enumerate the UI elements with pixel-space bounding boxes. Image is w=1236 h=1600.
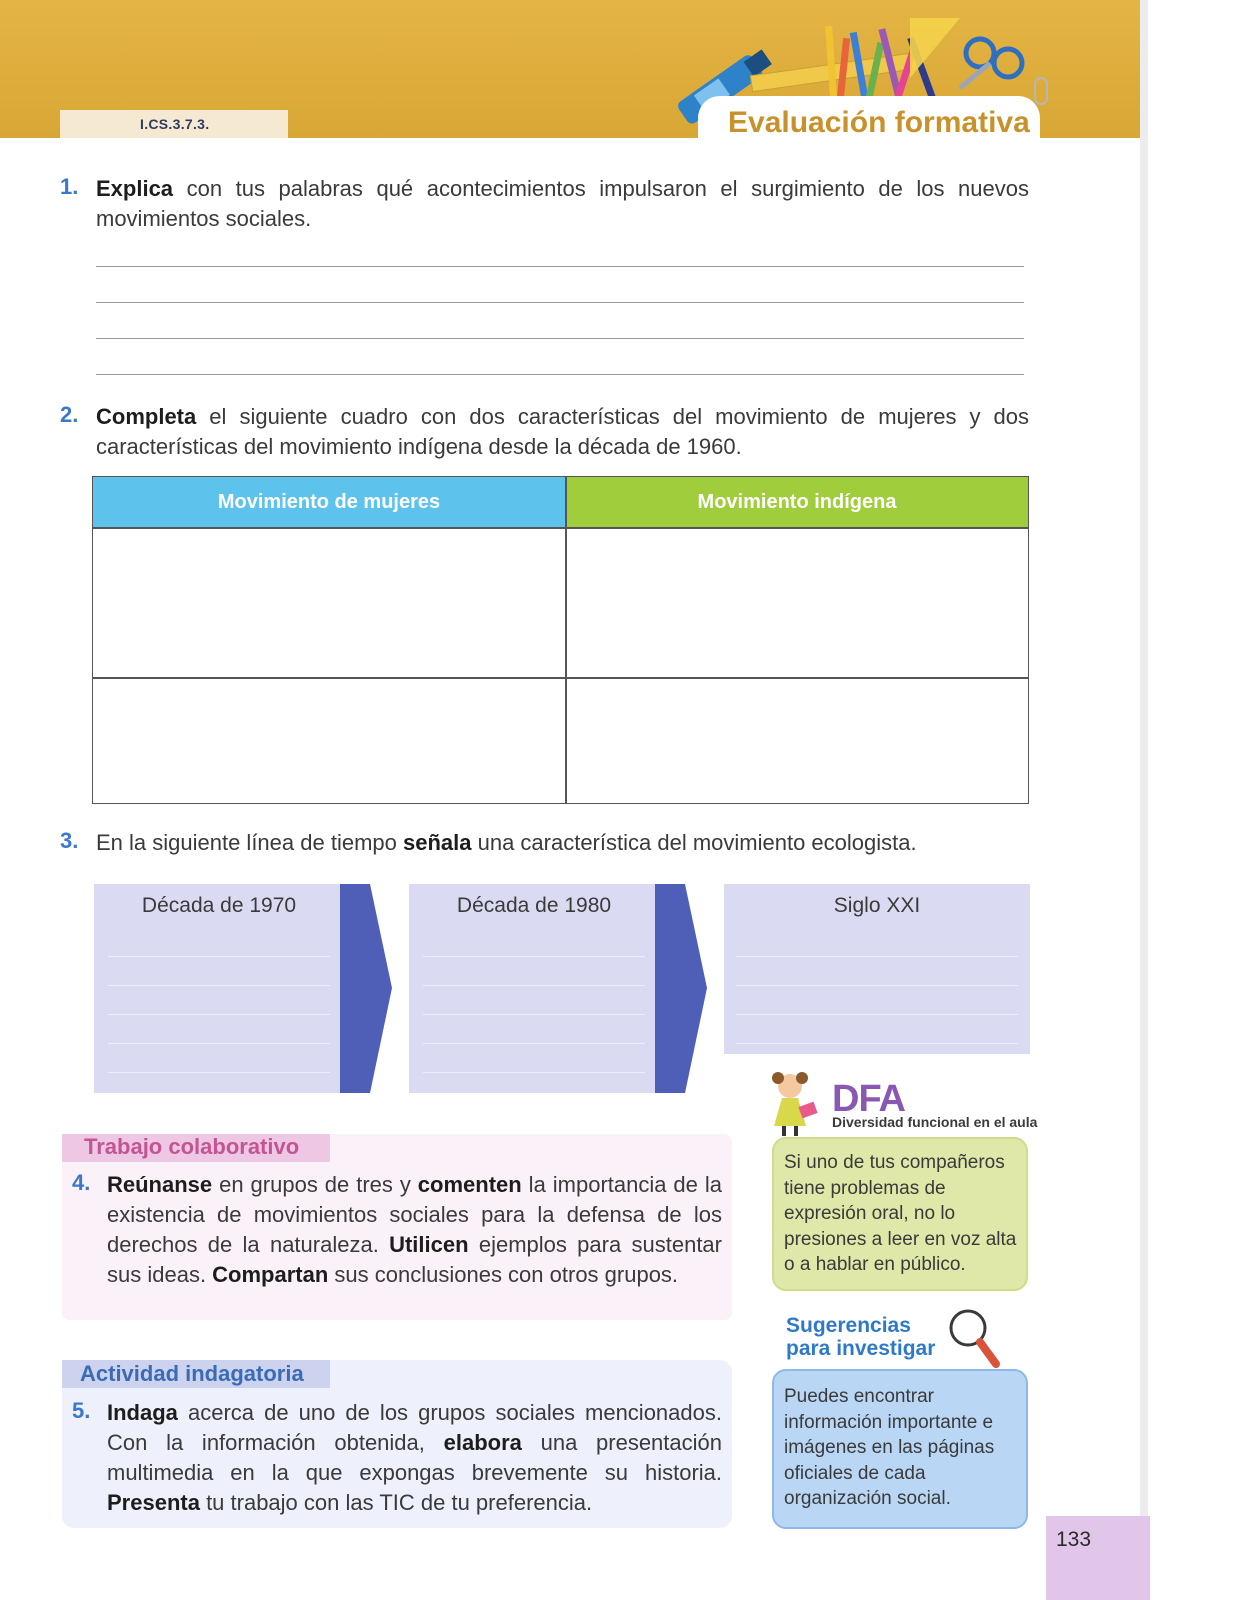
question-3-body-end: una característica del movimiento ecologista. [471, 830, 917, 855]
page-margin [1148, 0, 1236, 1600]
timeline-answer-line[interactable] [423, 985, 645, 986]
girl-reading-icon [760, 1064, 832, 1140]
timeline-label-1970: Década de 1970 [141, 894, 297, 917]
q5-verb-2: elabora [443, 1430, 522, 1455]
table-header-indigenous: Movimiento indígena [566, 477, 1028, 527]
timeline-answer-line[interactable] [736, 985, 1018, 986]
q5-text-3: tu trabajo con las TIC de tu preferencia. [199, 1490, 593, 1515]
table-cell-indigenous-2[interactable] [567, 679, 1027, 802]
q5-text-2: una presentación multimedia en la que expongas brevemente su historia. [107, 1430, 722, 1485]
question-3-text [96, 828, 1029, 858]
timeline-arrow-2 [655, 884, 709, 1093]
dfa-tip-text: Si uno de tus compañeros tiene problemas de expresión oral, no lo presiones a leer en voz alta o a hablar en público. [784, 1152, 1017, 1275]
question-2-number: 2. [60, 402, 79, 427]
timeline-answer-line[interactable] [108, 1043, 330, 1044]
collaborative-work-title: Trabajo colaborativo [84, 1134, 300, 1159]
table-cell-women-1[interactable] [94, 529, 564, 676]
timeline-answer-line[interactable] [423, 956, 645, 957]
answer-line[interactable] [96, 374, 1024, 375]
answer-line[interactable] [96, 266, 1024, 267]
timeline-answer-line[interactable] [736, 956, 1018, 957]
inquiry-activity-title: Actividad indagatoria [80, 1361, 304, 1386]
question-3-body-start: En la siguiente línea de tiempo [96, 830, 403, 855]
dfa-title: DFA [832, 1078, 905, 1120]
q4-verb-2: comenten [417, 1172, 522, 1197]
answer-line[interactable] [96, 302, 1024, 303]
answer-line[interactable] [96, 338, 1024, 339]
question-3-number: 3. [60, 828, 79, 853]
question-1-text [96, 174, 1029, 234]
q4-text-2: la importancia de la existencia de movimientos sociales para la defensa de los derechos de la naturaleza. [107, 1172, 722, 1257]
timeline-answer-line[interactable] [423, 1014, 645, 1015]
timeline-answer-line[interactable] [736, 1043, 1018, 1044]
q4-text-1: en grupos de tres y [212, 1172, 418, 1197]
section-title: Evaluación formativa [728, 106, 1030, 139]
question-5-number: 5. [72, 1398, 91, 1423]
page-edge-shade [1140, 0, 1148, 1600]
question-2-verb: Completa [96, 404, 197, 429]
timeline-answer-line[interactable] [423, 1072, 645, 1073]
research-suggestions-title-line1: Sugerencias [786, 1314, 911, 1337]
q4-text-3: ejemplos para sustentar sus ideas. [107, 1232, 722, 1287]
timeline-arrow-1 [340, 884, 394, 1093]
timeline-label-1980: Década de 1980 [456, 894, 612, 917]
question-1-body: con tus palabras qué acontecimientos impulsaron el surgimiento de los nuevos movimientos sociales. [96, 176, 1029, 231]
page-number: 133 [1056, 1528, 1092, 1551]
question-5-text [107, 1398, 722, 1518]
magnifying-glass-icon [946, 1306, 1002, 1370]
question-1-verb: Explica [96, 176, 174, 201]
q5-text-1: acerca de uno de los grupos sociales mencionados. Con la información obtenida, [107, 1400, 722, 1455]
question-2-body: el siguiente cuadro con dos características del movimiento de mujeres y dos características del movimiento indígena desde la década de 1960. [96, 404, 1029, 459]
question-3-verb: señala [402, 830, 472, 855]
q4-verb-3: Utilicen [389, 1232, 469, 1257]
q4-verb-1: Reúnanse [107, 1172, 213, 1197]
research-suggestions-title-line2: para investigar [786, 1337, 936, 1360]
q4-verb-4: Compartan [212, 1262, 329, 1287]
research-suggestions-text: Puedes encontrar información importante e imágenes en las páginas oficiales de cada organización social. [784, 1386, 995, 1509]
curriculum-code: I.CS.3.7.3. [140, 116, 210, 132]
question-4-text [107, 1170, 722, 1290]
timeline-answer-line[interactable] [108, 956, 330, 957]
question-4-number: 4. [72, 1170, 91, 1195]
question-2-text [96, 402, 1029, 462]
timeline-answer-line[interactable] [736, 1014, 1018, 1015]
table-cell-indigenous-1[interactable] [567, 529, 1027, 676]
timeline-answer-line[interactable] [423, 1043, 645, 1044]
dfa-subtitle: Diversidad funcional en el aula [832, 1114, 1038, 1130]
q5-verb-3: Presenta [107, 1490, 200, 1515]
timeline-answer-line[interactable] [108, 1014, 330, 1015]
q4-text-4: sus conclusiones con otros grupos. [328, 1262, 679, 1287]
question-1-number: 1. [60, 174, 79, 199]
timeline-answer-line[interactable] [108, 1072, 330, 1073]
timeline-label-xxi: Siglo XXI [833, 894, 921, 917]
timeline-answer-line[interactable] [108, 985, 330, 986]
research-suggestions-title [786, 1314, 935, 1360]
table-cell-women-2[interactable] [94, 679, 564, 802]
table-header-women: Movimiento de mujeres [93, 477, 565, 527]
q5-verb-1: Indaga [107, 1400, 178, 1425]
